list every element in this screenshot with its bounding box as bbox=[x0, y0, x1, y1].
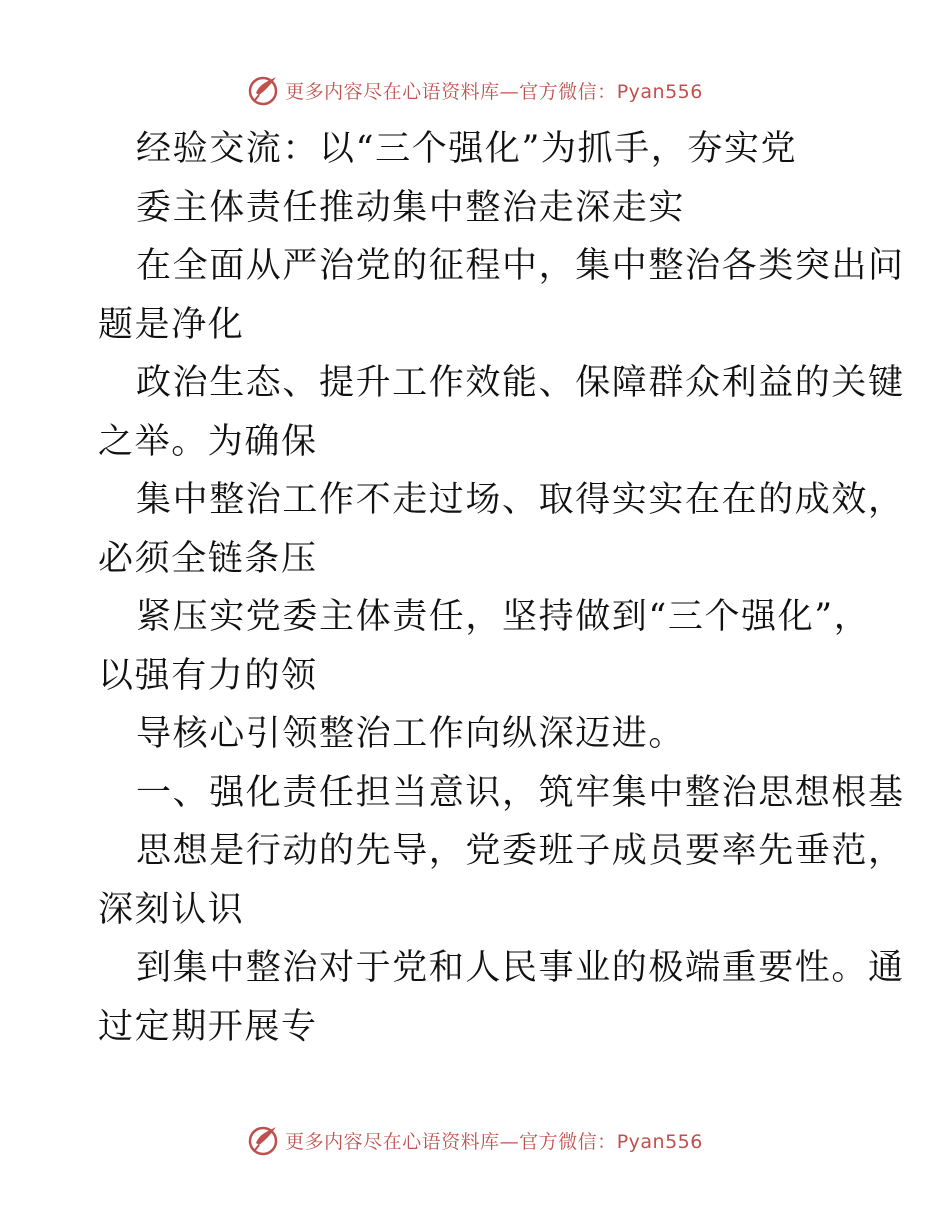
watermark-wechat-id: Pyan556 bbox=[616, 1130, 703, 1153]
text-line: 以强有力的领 bbox=[98, 655, 318, 696]
text-line: 一、强化责任担当意识，筑牢集中整治思想根基 bbox=[136, 772, 905, 813]
pen-logo-icon bbox=[247, 1123, 281, 1157]
pen-logo-icon bbox=[247, 73, 281, 107]
watermark-main: 更多内容尽在心语资料库 bbox=[285, 80, 500, 103]
text-line: 在全面从严治党的征程中，集中整治各类突出问 bbox=[136, 246, 905, 286]
watermark-text bbox=[285, 77, 703, 104]
text-line: 到集中整治对于党和人民事业的极端重要性。通 bbox=[136, 948, 905, 988]
watermark-wechat-label: 官方微信： bbox=[519, 1130, 617, 1153]
watermark-text bbox=[285, 1127, 703, 1154]
text-line: 题是净化 bbox=[98, 304, 245, 345]
text-line: 必须全链条压 bbox=[98, 538, 318, 579]
text-line: 之举。为确保 bbox=[98, 421, 318, 462]
text-line: 紧压实党委主体责任，坚持做到“三个强化”， bbox=[136, 597, 871, 637]
watermark-main: 更多内容尽在心语资料库 bbox=[285, 1130, 500, 1153]
text-line: 思想是行动的先导，党委班子成员要率先垂范， bbox=[136, 831, 905, 871]
watermark-dash: — bbox=[499, 1130, 520, 1153]
text-line: 集中整治工作不走过场、取得实实在在的成效， bbox=[136, 480, 905, 520]
footer-watermark bbox=[0, 1120, 950, 1160]
text-line: 委主体责任推动集中整治走深走实 bbox=[136, 187, 686, 228]
text-line: 深刻认识 bbox=[98, 889, 245, 930]
text-line: 过定期开展专 bbox=[98, 1006, 318, 1047]
watermark-wechat-id: Pyan556 bbox=[616, 80, 703, 103]
text-line: 政治生态、提升工作效能、保障群众利益的关键 bbox=[136, 363, 905, 403]
text-line: 经验交流：以“三个强化”为抓手，夯实党 bbox=[136, 129, 798, 169]
header-watermark bbox=[0, 70, 950, 110]
watermark-dash: — bbox=[499, 80, 520, 103]
document-body bbox=[98, 120, 905, 1056]
text-line: 导核心引领整治工作向纵深迈进。 bbox=[136, 714, 686, 754]
watermark-wechat-label: 官方微信： bbox=[519, 80, 617, 103]
